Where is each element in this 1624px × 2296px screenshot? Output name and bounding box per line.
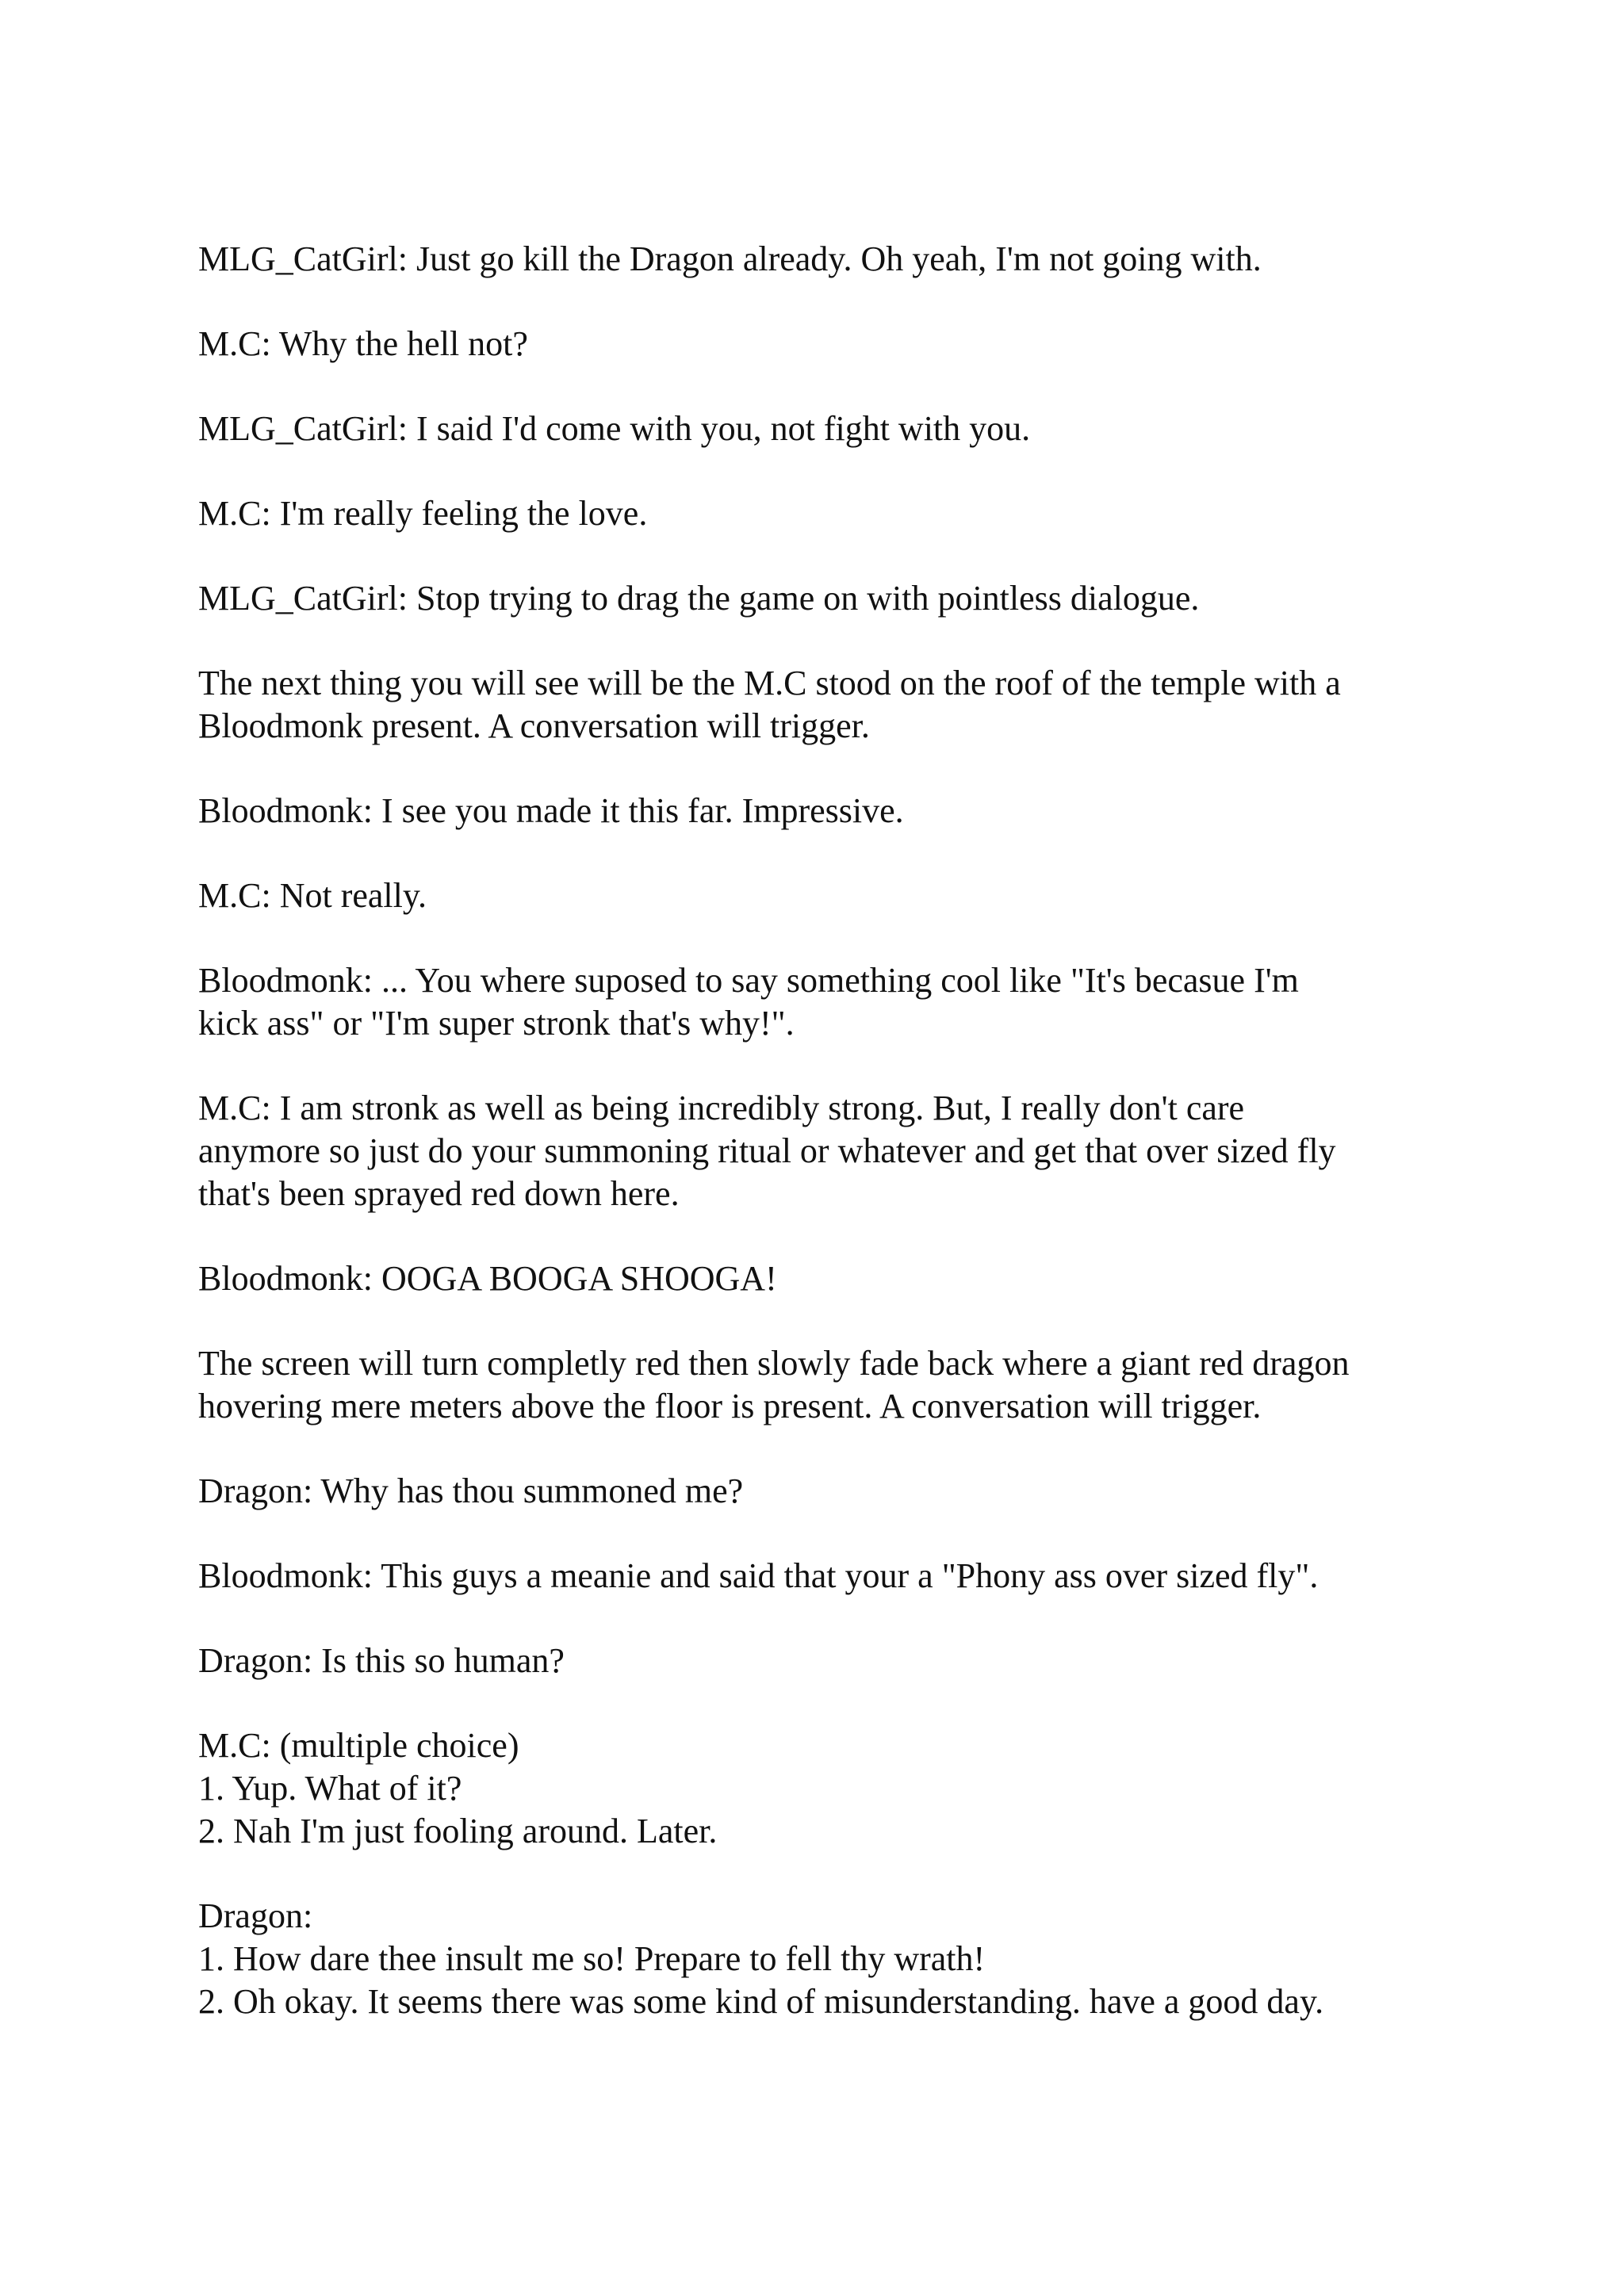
- text-line: Bloodmonk: OOGA BOOGA SHOOGA!: [198, 1259, 777, 1298]
- paragraph: [198, 577, 1435, 620]
- text-line: MLG_CatGirl: Stop trying to drag the game on with pointless dialogue.: [198, 579, 1200, 618]
- paragraph: [198, 408, 1435, 450]
- paragraph: [198, 790, 1435, 832]
- paragraph: [198, 1342, 1435, 1428]
- paragraph: [198, 959, 1435, 1045]
- text-line: Bloodmonk: I see you made it this far. Impressive.: [198, 791, 904, 830]
- paragraph: [198, 1640, 1435, 1682]
- text-line: M.C: I am stronk as well as being incredibly strong. But, I really don't care: [198, 1089, 1245, 1127]
- paragraph: [198, 492, 1435, 535]
- paragraph: [198, 1257, 1435, 1300]
- paragraph: [198, 323, 1435, 365]
- text-line: The next thing you will see will be the M.C stood on the roof of the temple with a: [198, 664, 1341, 702]
- document-body: [198, 238, 1435, 2065]
- paragraph: [198, 874, 1435, 917]
- text-line: The screen will turn completly red then slowly fade back where a giant red dragon: [198, 1344, 1350, 1383]
- text-line: kick ass" or "I'm super stronk that's why!".: [198, 1004, 795, 1043]
- paragraph: [198, 238, 1435, 281]
- paragraph: [198, 1555, 1435, 1598]
- text-line: Dragon: Is this so human?: [198, 1641, 565, 1680]
- text-line: M.C: I'm really feeling the love.: [198, 494, 648, 533]
- text-line: 1. How dare thee insult me so! Prepare to fell thy wrath!: [198, 1939, 986, 1978]
- text-line: MLG_CatGirl: I said I'd come with you, not fight with you.: [198, 409, 1031, 448]
- text-line: anymore so just do your summoning ritual or whatever and get that over sized fly: [198, 1131, 1336, 1170]
- text-line: Bloodmonk: This guys a meanie and said that your a "Phony ass over sized fly".: [198, 1556, 1319, 1595]
- text-line: M.C: (multiple choice): [198, 1726, 519, 1765]
- text-line: 1. Yup. What of it?: [198, 1769, 462, 1808]
- text-line: Dragon: Why has thou summoned me?: [198, 1471, 744, 1510]
- text-line: Bloodmonk: ... You where suposed to say something cool like "It's becasue I'm: [198, 961, 1299, 1000]
- text-line: that's been sprayed red down here.: [198, 1174, 680, 1213]
- text-line: MLG_CatGirl: Just go kill the Dragon already. Oh yeah, I'm not going with.: [198, 239, 1262, 278]
- paragraph: [198, 1724, 1435, 1853]
- text-line: Bloodmonk present. A conversation will trigger.: [198, 706, 870, 745]
- text-line: 2. Oh okay. It seems there was some kind of misunderstanding. have a good day.: [198, 1982, 1324, 2021]
- text-line: 2. Nah I'm just fooling around. Later.: [198, 1812, 718, 1850]
- text-line: M.C: Not really.: [198, 876, 427, 915]
- paragraph: [198, 1895, 1435, 2023]
- paragraph: [198, 1087, 1435, 1215]
- paragraph: [198, 662, 1435, 748]
- paragraph: [198, 1470, 1435, 1513]
- text-line: hovering mere meters above the floor is present. A conversation will trigger.: [198, 1387, 1262, 1425]
- text-line: M.C: Why the hell not?: [198, 324, 528, 363]
- text-line: Dragon:: [198, 1896, 313, 1935]
